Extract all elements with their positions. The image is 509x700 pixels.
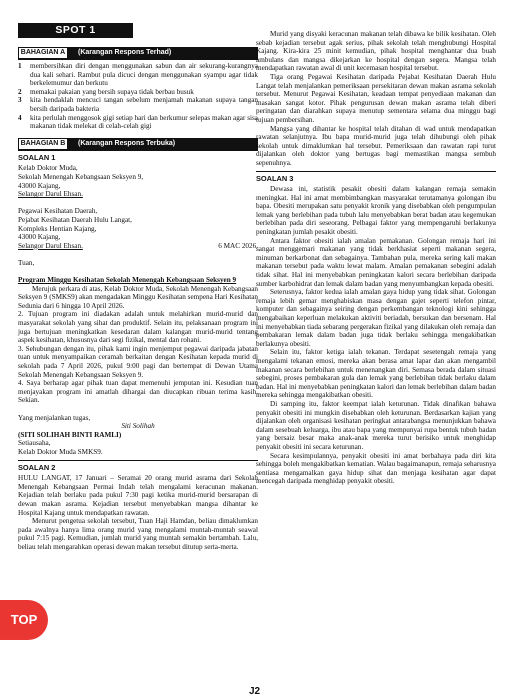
letter-paragraph: Merujuk perkara di atas, Kelab Doktor Muda, Sekolah Menengah Kebangsaan Seksyen 9 (SMKS9) akan mengadakan Minggu Kesihatan sempena Hari Kesihatan Sedunia dari 6 hingga 10 April 2026.	[18, 284, 258, 310]
letter-signature: Siti Solihah	[121, 422, 155, 431]
right-column	[256, 30, 496, 486]
section-a-tag: BAHAGIAN A	[18, 47, 68, 59]
list-item: 1 membersihkan diri dengan menggunakan sabun dan air sekurang-kurangnya dua kali sehari. Rambut pula dicuci dengan menggunakan syampu agar tidak berkelemumur dan berkutu	[18, 62, 258, 88]
essay-paragraph: Seterusnya, faktor kedua ialah amalan gaya hidup yang tidak sihat. Golongan remaja lebih gemar menghabiskan masa dengan gajet seperti telefon pintar, komputer dan sebagainya seiring dengan perkembangan teknologi kini sehingga mengabaikan keperluan melakukan aktiviti beriadah, bersukan dan bersenam. Hal ini menyebabkan tiada sebarang pergerakan fizikal yang dilakukan oleh remaja dan pembakaran lemak dalam badan juga tidak berlaku sehingga mengakibatkan berlakunya obesiti.	[256, 288, 496, 348]
news-paragraph: Menurut pengetua sekolah tersebut, Tuan Haji Hamdan, beliau dimaklumkan pada awalnya hanya lima orang murid yang mengalami muntah-muntah seawal pukul 7:15 pagi. Kemudian, jumlah murid yang muntah semakin bertambah. Lalu, beliau telah mengarahkan operasi dewan makan tersebut ditutup serta-merta.	[18, 517, 258, 551]
letter-closing: Yang menjalankan tugas,	[18, 413, 91, 422]
scroll-top-button[interactable]: TOP	[0, 600, 48, 640]
letter-paragraph: 4. Saya berharap agar pihak tuan dapat memenuhi jemputan ini. Kesudian tuan menjayakan program ini amatlah dihargai dan diucapkan ribuan terima kasih. Sekian.	[18, 379, 258, 405]
essay-paragraph: Selain itu, faktor ketiga ialah tekanan. Terdapat sesetengah remaja yang mengalami tekanan emosi, mereka akan berasa amat lapar dan akan mengambil makanan secara berlebihan untuk menenangkan diri. Semasa berada dalam situasi sebegini, proses pembakaran gula dan lemak yang berlebihan tidak berlaku dalam badan. Hal ini menyebabkan peningkatan kalori dan lemak berlebihan dalam badan mereka sehingga mengakibatkan obesiti.	[256, 348, 496, 400]
section-b-title: (Karangan Respons Terbuka)	[68, 138, 258, 150]
letter-paragraph: 2. Tujuan program ini diadakan adalah untuk melahirkan murid-murid dan masyarakat sekolah yang sihat dan produktif. Selain itu, pelaksanaan program ini juga bertujuan meningkatkan kesedaran dalam kalangan murid-murid tentang aspek kesihatan, khususnya dari segi fizikal, mental dan rohani.	[18, 310, 258, 345]
news-paragraph: HULU LANGAT, 17 Januari – Seramai 20 orang murid asrama dari Sekolah Menengah Kebangsaan Permai Indah telah mengalami keracunan makanan. Kejadian telah berlaku pada pukul 7:30 pagi ketika murid-murid bersarapan di dewan makan asrama. Kejadian tersebut menyebabkan mangsa dihantar ke Hospital Kajang untuk mendapatkan rawatan.	[18, 474, 258, 517]
section-b-tag: BAHAGIAN B	[18, 138, 68, 150]
list-item: 3 kita hendaklah mencuci tangan sebelum menjamah makanan supaya tangan bersih daripada bakteria	[18, 96, 258, 113]
list-item: 2 memakai pakaian yang bersih supaya tidak berbau busuk	[18, 87, 194, 96]
section-b-header	[18, 138, 258, 151]
page-number: J2	[248, 686, 261, 697]
soalan-2-label: SOALAN 2	[18, 462, 56, 472]
soalan-3-label: SOALAN 3	[256, 173, 294, 183]
soalan-1-label: SOALAN 1	[18, 152, 56, 162]
section-a-title: (Karangan Respons Terhad)	[68, 47, 258, 59]
letter-subject: Program Minggu Kesihatan Sekolah Menengah Kebangsaan Seksyen 9	[18, 276, 237, 285]
essay-paragraph: Di samping itu, faktor keempat ialah keturunan. Tidak dinafikan bahawa penyakit obesiti ini mungkin disebabkan oleh keturunan. Berdasarkan kajian yang dijalankan oleh organisasi kesihatan peringkat antarabangsa menunjukkan bahawa dalam sesebuah keluarga, ibu atau bapa yang mempunyai rupa bentuk tubuh badan yang bersaiz besar maka anak-anak mereka turut berisiko untuk menghidap penyakit obesiti ini secara keturunan.	[256, 399, 496, 451]
letter-salutation: Tuan,	[18, 258, 35, 267]
letter-date: 6 MAC 2026.	[218, 241, 258, 250]
list-item: 4 kita perlulah menggosok gigi setiap hari dan berkumur selepas makan agar sisa makanan tidak melekat di celah-celah gigi	[18, 113, 258, 131]
section-a-header	[18, 47, 258, 60]
left-column: BAHAGIAN A (Karangan Respons Terhad) 1 membersihkan diri dengan menggunakan sabun dan air sekurang-kurangnya dua kali sehari. Rambut pula dicuci dengan menggunakan syampu agar tidak berkelemumur dan berkutu 2 memakai pakaian yang bersih supaya tidak berbau busuk 3 kita hendaklah mencuci tangan sebelum menjamah makanan supaya tangan bersih daripada bakteria 4 kita perlulah menggosok gigi setiap hari dan berkumur selepas makan agar sisa makanan tidak melekat di celah-celah gigi BAHAGIAN B (Karangan Respons Terbuka) SOALAN 1 Kelab Doktor Muda, Sekolah Menengah Kebangsaan Seksyen 9, 43000 Kajang, Selangor Darul Ehsan. Pegawai Kesihatan Daerah, Pejabat Kesihatan Daerah Hulu Langat, Kompleks Hentian Kajang, 43000 Kajang, Selangor Darul Ehsan. 6 MAC 2026. Tuan, Program Minggu Kesihatan Sekolah Menengah Kebangsaan Seksyen 9 Merujuk perkara di atas, Kelab Doktor Muda, Sekolah Menengah Kebangsaan Seksyen 9 (SMKS9) akan mengadakan Minggu Kesihatan sempena Hari Kesihatan Sedunia dari 6 hingga 10 April 2026. 2. Tujuan program ini diadakan adalah untuk melahirkan murid-murid dan masyarakat sekolah yang sihat dan produktif. Selain itu, pelaksanaan program ini juga bertujuan meningkatkan kesedaran dalam kalangan murid-murid tentang aspek kesihatan, khususnya dari segi fizikal, mental dan rohani. 3. Sehubungan dengan itu, pihak kami ingin menjemput pegawai daripada jabatan tuan untuk menyampaikan ceramah berkaitan dengan Kesihatan kepada murid di sekolah pada 7 April 2026, pukul 9:00 pagi dan bertempat di Dewan Utama Sekolah Menengah Kebangsaan Seksyen 9. 4. Saya berharap agar pihak tuan dapat memenuhi jemputan ini. Kesudian tuan menjayakan program ini amatlah dihargai dan diucapkan ribuan terima kasih. Sekian. Yang menjalankan tugas, Siti Solihah (SITI SOLIHAH BINTI RAMLI) Setiausaha, Kelab Doktor Muda SMKS9. SOALAN 2 HULU LANGAT, 17 Januari – Seramai 20 orang murid asrama dari Sekolah Menengah Kebangsaan Permai Indah telah mengalami keracunan makanan. Kejadian telah berlaku pada pukul 7:30 pagi ketika murid-murid bersarapan di dewan makan asrama. Kejadian tersebut menyebabkan mangsa dihantar ke Hospital Kajang untuk mendapatkan rawatan. Menurut pengetua sekolah tersebut, Tuan Haji Hamdan, beliau dimaklumkan pada awalnya hanya lima orang murid yang mengalami muntah-muntah seawal pukul 7:15 pagi. Kemudian, jumlah murid yang muntah semakin bertambah. Lalu, beliau telah mengarahkan operasi dewan makan tersebut ditutup serta-merta.	[18, 49, 258, 551]
letter-signer-name: (SITI SOLIHAH BINTI RAMLI)	[18, 430, 122, 439]
letter-recipient-address: Pegawai Kesihatan Daerah, Pejabat Kesihatan Daerah Hulu Langat, Kompleks Hentian Kajang, 43000 Kajang,	[18, 207, 132, 242]
spot-title-banner: SPOT 1	[18, 23, 133, 38]
letter-sender-address: Kelab Doktor Muda, Sekolah Menengah Kebangsaan Seksyen 9, 43000 Kajang, Selangor Darul Ehsan.	[18, 164, 144, 199]
essay-paragraph: Secara kesimpulannya, penyakit obesiti ini amat berbahaya pada diri kita sehingga boleh mengakibatkan kematian. Walau bagaimanapun, remaja seharusnya sentiasa mengamalkan gaya hidup sihat dan menjaga kesihatan agar dapat mencegah daripada menghidap penyakit obesiti.	[256, 451, 496, 486]
letter-dateline: Selangor Darul Ehsan. 6 MAC 2026.	[18, 241, 258, 250]
letter-paragraph: 3. Sehubungan dengan itu, pihak kami ingin menjemput pegawai daripada jabatan tuan untuk menyampaikan ceramah berkaitan dengan Kesihatan kepada murid di sekolah pada 7 April 2026, pukul 9:00 pagi dan bertempat di Dewan Utama Sekolah Menengah Kebangsaan Seksyen 9.	[18, 344, 258, 379]
news-paragraph: Murid yang disyaki keracunan makanan telah dibawa ke bilik kesihatan. Oleh sebab kejadian tersebut agak serius, pihak sekolah telah menghubungi Hospital Kajang. Kira-kira 25 minit kemudian, pihak hospital menghantar dua buah ambulans dan mangsa dikejarkan ke hospital dengan segera. Mangsa telah mendapatkan rawatan awal di unit kecemasan hospital tersebut.	[256, 30, 496, 73]
essay-paragraph: Antara faktor obesiti ialah amalan pemakanan. Golongan remaja hari ini sangat menggemari makanan yang tidak berkhasiat seperti makanan segera, minuman berkarbonat dan sebagainya. Tambahan pula, mereka sering kali makan makanan tersebut pada waktu lewat malam. Amalan pemakanan sebegini adalah tidak sihat. Hal ini menyebabkan peningkatan kalori secara berlebihan daripada sumber karbohidrat dan lemak dalam badan yang menyumbangkan kepada obesiti.	[256, 236, 496, 288]
news-paragraph: Tiga orang Pegawai Kesihatan daripada Pejabat Kesihatan Daerah Hulu Langat telah menjalankan pemeriksaan persekitaran dewan makan asrama sekolah tersebut. Menurut Pegawai Kesihatan, keadaan tempat penyediaan makanan dan masakan sangat kotor. Pihak pengurusan dewan makan asrama telah diberi peringatan dan diarahkan supaya menutup sementara selama dua minggu bagi tujuan pembersihan.	[256, 72, 496, 124]
news-paragraph: Mangsa yang dihantar ke hospital telah ditahan di wad untuk mendapatkan rawatan selanjutnya. Ibu bapa murid-murid juga telah dihubungi oleh pihak sekolah untuk dimaklumkan hal tersebut. Pemeriksaan dan rawatan rapi turut dijalankan oleh doktor yang bertugas bagi memastikan mangsa sembuh sepenuhnya.	[256, 124, 496, 167]
essay-paragraph: Dewasa ini, statistik pesakit obesiti dalam kalangan remaja semakin meningkat. Hal ini amat membimbangkan masyarakat terutamanya golongan ibu bapa. Obesiti merupakan satu penyakit kronik yang disebabkan oleh pengumpulan lemak yang berlebihan pada tubuh lalu menyebabkan berat badan atau kegemukan berlebihan pada diri seseorang. Pelbagai faktor yang mempengaruhi berlakunya peningkatan jumlah pesakit obesiti.	[256, 185, 496, 237]
